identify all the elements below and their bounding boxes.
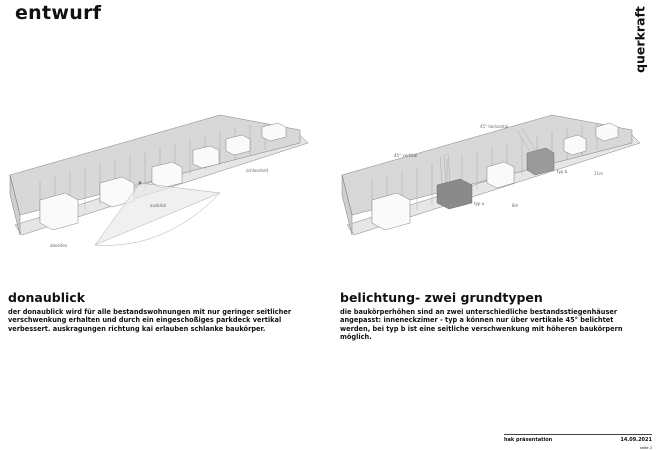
label-45-horizontal: 45° horizontal <box>480 124 509 129</box>
text-donaublick: der donaublick wird für alle bestandswohnungen mit nur geringer seitlicher verschwenkung erhalten und durch ein eingeschoßiges parkdeck vertikal verbessert. auskragungen richtung kai erlauben schlanke baukörper. <box>8 308 292 333</box>
heading-belichtung: belichtung- zwei grundtypen <box>340 290 543 305</box>
label-schlossheit: schlossheit <box>246 168 269 173</box>
text-belichtung: die baukörperhöhen sind an zwei unterschiedliche bestandsstiegenhäuser angepasst: inneneckzimer - typ a können nur über vertikale 45° belichtet werden, bei typ b ist eine seitliche verschwenkung mit höheren baukörpern möglich. <box>340 308 623 342</box>
heading-donaublick: donaublick <box>8 290 86 305</box>
belichtung-illustration <box>332 95 652 255</box>
page-title: entwurf <box>15 2 102 24</box>
label-dim-8m: 8m <box>512 203 519 208</box>
label-typ-a: typ a <box>474 201 485 206</box>
label-ausblick: ausblick <box>150 203 167 208</box>
label-dim-11m: 11m <box>594 171 603 176</box>
footer-date: 14.09.2021 <box>620 437 652 443</box>
footer-project: hak präsentation <box>504 437 553 443</box>
brand-logo: querkraft <box>632 6 648 73</box>
label-abseiten: abseiten <box>50 243 68 248</box>
footer-page: seite 2 <box>639 446 652 450</box>
label-typ-b: typ b <box>557 169 568 174</box>
footer <box>504 434 652 450</box>
label-45-vertikal: 45° vertikal <box>394 153 418 158</box>
donaublick-illustration <box>0 95 320 255</box>
